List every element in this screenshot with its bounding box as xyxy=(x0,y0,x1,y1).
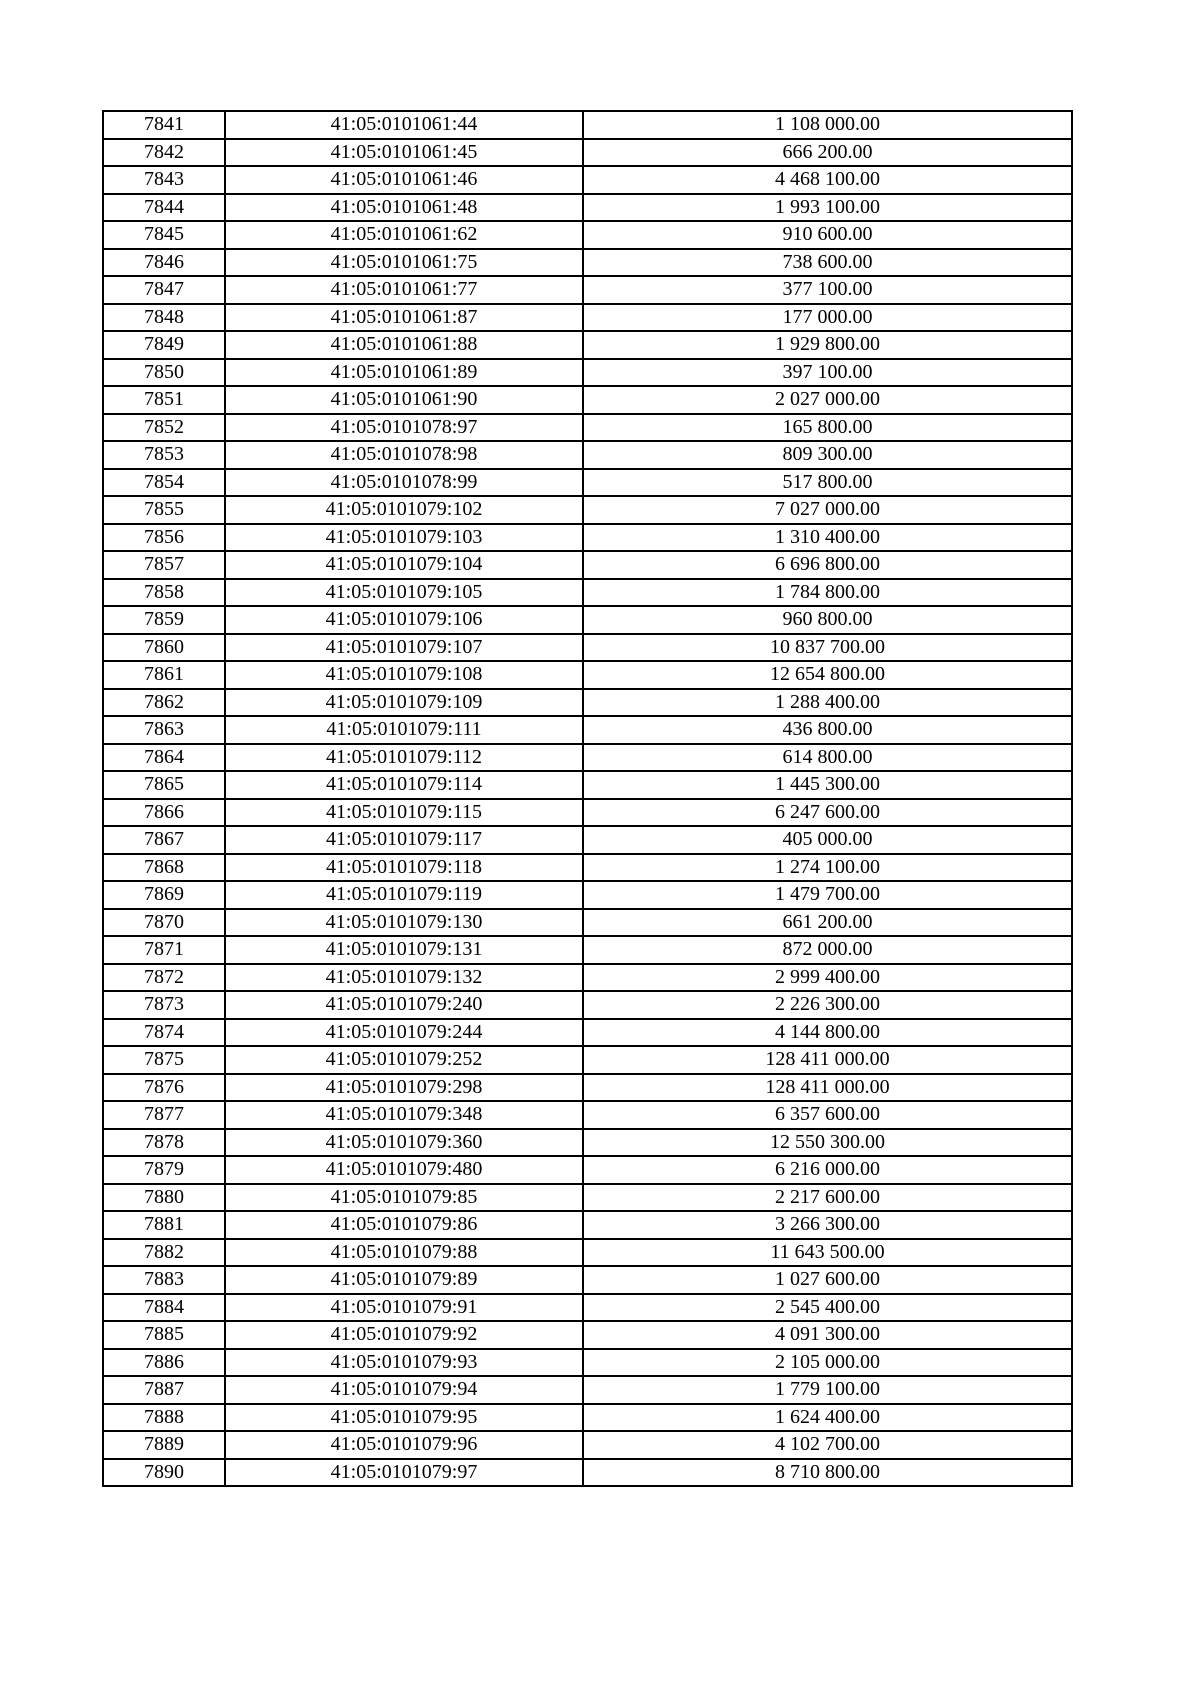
table-row xyxy=(103,661,1072,689)
cadastral-number-cell: 41:05:0101079:94 xyxy=(225,1376,583,1404)
table-row xyxy=(103,799,1072,827)
row-number-cell: 7851 xyxy=(103,386,225,414)
row-number-cell: 7875 xyxy=(103,1046,225,1074)
cadastral-number-cell: 41:05:0101079:119 xyxy=(225,881,583,909)
cadastral-value-cell: 165 800.00 xyxy=(583,414,1072,442)
table-row xyxy=(103,881,1072,909)
cadastral-number-cell: 41:05:0101079:111 xyxy=(225,716,583,744)
row-number-cell: 7866 xyxy=(103,799,225,827)
table-row xyxy=(103,111,1072,139)
table-row xyxy=(103,1349,1072,1377)
cadastral-value-cell: 12 654 800.00 xyxy=(583,661,1072,689)
cadastral-value-cell: 7 027 000.00 xyxy=(583,496,1072,524)
cadastral-value-cell: 661 200.00 xyxy=(583,909,1072,937)
row-number-cell: 7854 xyxy=(103,469,225,497)
row-number-cell: 7861 xyxy=(103,661,225,689)
row-number-cell: 7870 xyxy=(103,909,225,937)
cadastral-value-cell: 1 310 400.00 xyxy=(583,524,1072,552)
row-number-cell: 7889 xyxy=(103,1431,225,1459)
cadastral-number-cell: 41:05:0101079:117 xyxy=(225,826,583,854)
table-row xyxy=(103,1376,1072,1404)
cadastral-value-cell: 1 108 000.00 xyxy=(583,111,1072,139)
cadastral-number-cell: 41:05:0101061:46 xyxy=(225,166,583,194)
cadastral-number-cell: 41:05:0101079:103 xyxy=(225,524,583,552)
cadastral-number-cell: 41:05:0101079:106 xyxy=(225,606,583,634)
cadastral-number-cell: 41:05:0101061:89 xyxy=(225,359,583,387)
table-row xyxy=(103,579,1072,607)
cadastral-value-cell: 128 411 000.00 xyxy=(583,1074,1072,1102)
table-row xyxy=(103,304,1072,332)
cadastral-number-cell: 41:05:0101061:48 xyxy=(225,194,583,222)
row-number-cell: 7860 xyxy=(103,634,225,662)
row-number-cell: 7881 xyxy=(103,1211,225,1239)
cadastral-number-cell: 41:05:0101079:240 xyxy=(225,991,583,1019)
cadastral-number-cell: 41:05:0101061:77 xyxy=(225,276,583,304)
row-number-cell: 7856 xyxy=(103,524,225,552)
cadastral-number-cell: 41:05:0101079:105 xyxy=(225,579,583,607)
table-row xyxy=(103,469,1072,497)
cadastral-number-cell: 41:05:0101079:131 xyxy=(225,936,583,964)
row-number-cell: 7867 xyxy=(103,826,225,854)
row-number-cell: 7882 xyxy=(103,1239,225,1267)
table-row xyxy=(103,716,1072,744)
table-row xyxy=(103,221,1072,249)
cadastral-number-cell: 41:05:0101079:132 xyxy=(225,964,583,992)
table-row xyxy=(103,936,1072,964)
table-row xyxy=(103,1101,1072,1129)
table-row xyxy=(103,1046,1072,1074)
table-row xyxy=(103,1156,1072,1184)
row-number-cell: 7879 xyxy=(103,1156,225,1184)
cadastral-number-cell: 41:05:0101079:85 xyxy=(225,1184,583,1212)
row-number-cell: 7849 xyxy=(103,331,225,359)
row-number-cell: 7890 xyxy=(103,1459,225,1487)
cadastral-value-cell: 1 288 400.00 xyxy=(583,689,1072,717)
cadastral-value-cell: 1 784 800.00 xyxy=(583,579,1072,607)
cadastral-number-cell: 41:05:0101079:115 xyxy=(225,799,583,827)
row-number-cell: 7878 xyxy=(103,1129,225,1157)
cadastral-value-cell: 2 105 000.00 xyxy=(583,1349,1072,1377)
row-number-cell: 7846 xyxy=(103,249,225,277)
row-number-cell: 7876 xyxy=(103,1074,225,1102)
row-number-cell: 7886 xyxy=(103,1349,225,1377)
row-number-cell: 7845 xyxy=(103,221,225,249)
row-number-cell: 7850 xyxy=(103,359,225,387)
cadastral-value-cell: 2 545 400.00 xyxy=(583,1294,1072,1322)
row-number-cell: 7888 xyxy=(103,1404,225,1432)
table-row xyxy=(103,441,1072,469)
cadastral-number-cell: 41:05:0101079:86 xyxy=(225,1211,583,1239)
cadastral-value-cell: 12 550 300.00 xyxy=(583,1129,1072,1157)
cadastral-value-cell: 436 800.00 xyxy=(583,716,1072,744)
table-row xyxy=(103,854,1072,882)
row-number-cell: 7844 xyxy=(103,194,225,222)
cadastral-number-cell: 41:05:0101079:360 xyxy=(225,1129,583,1157)
cadastral-value-cell: 2 999 400.00 xyxy=(583,964,1072,992)
cadastral-number-cell: 41:05:0101079:114 xyxy=(225,771,583,799)
cadastral-number-cell: 41:05:0101079:104 xyxy=(225,551,583,579)
row-number-cell: 7871 xyxy=(103,936,225,964)
row-number-cell: 7872 xyxy=(103,964,225,992)
cadastral-value-cell: 1 027 600.00 xyxy=(583,1266,1072,1294)
cadastral-number-cell: 41:05:0101079:109 xyxy=(225,689,583,717)
table-row xyxy=(103,1184,1072,1212)
cadastral-value-cell: 6 216 000.00 xyxy=(583,1156,1072,1184)
row-number-cell: 7841 xyxy=(103,111,225,139)
cadastral-number-cell: 41:05:0101061:87 xyxy=(225,304,583,332)
table-row xyxy=(103,964,1072,992)
row-number-cell: 7848 xyxy=(103,304,225,332)
table-row xyxy=(103,744,1072,772)
table-row xyxy=(103,139,1072,167)
cadastral-number-cell: 41:05:0101078:97 xyxy=(225,414,583,442)
cadastral-value-cell: 960 800.00 xyxy=(583,606,1072,634)
cadastral-value-cell: 666 200.00 xyxy=(583,139,1072,167)
cadastral-number-cell: 41:05:0101079:97 xyxy=(225,1459,583,1487)
table-row xyxy=(103,1431,1072,1459)
cadastral-number-cell: 41:05:0101078:99 xyxy=(225,469,583,497)
row-number-cell: 7869 xyxy=(103,881,225,909)
table-row xyxy=(103,1294,1072,1322)
cadastral-value-cell: 1 479 700.00 xyxy=(583,881,1072,909)
cadastral-number-cell: 41:05:0101079:108 xyxy=(225,661,583,689)
cadastral-value-cell: 377 100.00 xyxy=(583,276,1072,304)
cadastral-value-cell: 872 000.00 xyxy=(583,936,1072,964)
row-number-cell: 7880 xyxy=(103,1184,225,1212)
cadastral-number-cell: 41:05:0101079:93 xyxy=(225,1349,583,1377)
cadastral-number-cell: 41:05:0101061:45 xyxy=(225,139,583,167)
row-number-cell: 7858 xyxy=(103,579,225,607)
cadastral-number-cell: 41:05:0101079:89 xyxy=(225,1266,583,1294)
table-body xyxy=(103,111,1072,1486)
cadastral-value-cell: 128 411 000.00 xyxy=(583,1046,1072,1074)
table-row xyxy=(103,1404,1072,1432)
cadastral-value-cell: 614 800.00 xyxy=(583,744,1072,772)
row-number-cell: 7863 xyxy=(103,716,225,744)
table-row xyxy=(103,1074,1072,1102)
table-row xyxy=(103,551,1072,579)
cadastral-value-cell: 397 100.00 xyxy=(583,359,1072,387)
cadastral-value-cell: 809 300.00 xyxy=(583,441,1072,469)
row-number-cell: 7885 xyxy=(103,1321,225,1349)
row-number-cell: 7843 xyxy=(103,166,225,194)
table-row xyxy=(103,331,1072,359)
cadastral-value-cell: 1 445 300.00 xyxy=(583,771,1072,799)
table-row xyxy=(103,276,1072,304)
cadastral-value-cell: 1 993 100.00 xyxy=(583,194,1072,222)
table-row xyxy=(103,771,1072,799)
row-number-cell: 7868 xyxy=(103,854,225,882)
cadastral-value-cell: 517 800.00 xyxy=(583,469,1072,497)
cadastral-number-cell: 41:05:0101079:118 xyxy=(225,854,583,882)
row-number-cell: 7865 xyxy=(103,771,225,799)
table-row xyxy=(103,166,1072,194)
cadastral-value-cell: 1 274 100.00 xyxy=(583,854,1072,882)
row-number-cell: 7877 xyxy=(103,1101,225,1129)
cadastral-value-cell: 6 357 600.00 xyxy=(583,1101,1072,1129)
cadastral-value-cell: 2 217 600.00 xyxy=(583,1184,1072,1212)
cadastral-value-cell: 1 624 400.00 xyxy=(583,1404,1072,1432)
cadastral-value-cell: 11 643 500.00 xyxy=(583,1239,1072,1267)
cadastral-number-cell: 41:05:0101079:107 xyxy=(225,634,583,662)
cadastral-number-cell: 41:05:0101079:348 xyxy=(225,1101,583,1129)
cadastral-number-cell: 41:05:0101079:91 xyxy=(225,1294,583,1322)
table-row xyxy=(103,524,1072,552)
cadastral-number-cell: 41:05:0101078:98 xyxy=(225,441,583,469)
cadastral-value-cell: 1 779 100.00 xyxy=(583,1376,1072,1404)
table-row xyxy=(103,359,1072,387)
cadastral-number-cell: 41:05:0101079:252 xyxy=(225,1046,583,1074)
table-row xyxy=(103,1129,1072,1157)
cadastral-value-cell: 405 000.00 xyxy=(583,826,1072,854)
cadastral-number-cell: 41:05:0101079:95 xyxy=(225,1404,583,1432)
cadastral-number-cell: 41:05:0101079:96 xyxy=(225,1431,583,1459)
cadastral-number-cell: 41:05:0101079:480 xyxy=(225,1156,583,1184)
table-row xyxy=(103,1019,1072,1047)
row-number-cell: 7874 xyxy=(103,1019,225,1047)
row-number-cell: 7853 xyxy=(103,441,225,469)
table-row xyxy=(103,634,1072,662)
row-number-cell: 7855 xyxy=(103,496,225,524)
cadastral-value-cell: 3 266 300.00 xyxy=(583,1211,1072,1239)
row-number-cell: 7859 xyxy=(103,606,225,634)
table-row xyxy=(103,991,1072,1019)
cadastral-number-cell: 41:05:0101061:90 xyxy=(225,386,583,414)
cadastral-value-cell: 8 710 800.00 xyxy=(583,1459,1072,1487)
cadastral-value-cell: 10 837 700.00 xyxy=(583,634,1072,662)
cadastral-number-cell: 41:05:0101079:92 xyxy=(225,1321,583,1349)
row-number-cell: 7887 xyxy=(103,1376,225,1404)
cadastral-value-cell: 6 696 800.00 xyxy=(583,551,1072,579)
cadastral-value-cell: 177 000.00 xyxy=(583,304,1072,332)
table-row xyxy=(103,414,1072,442)
row-number-cell: 7864 xyxy=(103,744,225,772)
cadastral-number-cell: 41:05:0101079:88 xyxy=(225,1239,583,1267)
cadastral-value-cell: 1 929 800.00 xyxy=(583,331,1072,359)
cadastral-value-cell: 4 468 100.00 xyxy=(583,166,1072,194)
table-row xyxy=(103,496,1072,524)
cadastral-number-cell: 41:05:0101079:112 xyxy=(225,744,583,772)
row-number-cell: 7883 xyxy=(103,1266,225,1294)
table-row xyxy=(103,194,1072,222)
cadastral-value-cell: 738 600.00 xyxy=(583,249,1072,277)
table-row xyxy=(103,909,1072,937)
cadastral-value-cell: 4 144 800.00 xyxy=(583,1019,1072,1047)
cadastral-value-cell: 4 091 300.00 xyxy=(583,1321,1072,1349)
table-row xyxy=(103,1266,1072,1294)
cadastral-value-cell: 910 600.00 xyxy=(583,221,1072,249)
row-number-cell: 7857 xyxy=(103,551,225,579)
cadastral-value-cell: 4 102 700.00 xyxy=(583,1431,1072,1459)
cadastral-number-cell: 41:05:0101079:298 xyxy=(225,1074,583,1102)
table-row xyxy=(103,1459,1072,1487)
table-row xyxy=(103,689,1072,717)
table-row xyxy=(103,606,1072,634)
cadastral-value-cell: 2 027 000.00 xyxy=(583,386,1072,414)
cadastral-number-cell: 41:05:0101061:44 xyxy=(225,111,583,139)
cadastral-number-cell: 41:05:0101061:62 xyxy=(225,221,583,249)
cadastral-number-cell: 41:05:0101061:88 xyxy=(225,331,583,359)
cadastral-number-cell: 41:05:0101079:102 xyxy=(225,496,583,524)
row-number-cell: 7842 xyxy=(103,139,225,167)
cadastral-number-cell: 41:05:0101079:130 xyxy=(225,909,583,937)
cadastral-value-cell: 6 247 600.00 xyxy=(583,799,1072,827)
cadastral-number-cell: 41:05:0101061:75 xyxy=(225,249,583,277)
row-number-cell: 7862 xyxy=(103,689,225,717)
table-row xyxy=(103,1211,1072,1239)
row-number-cell: 7873 xyxy=(103,991,225,1019)
table-row xyxy=(103,249,1072,277)
row-number-cell: 7852 xyxy=(103,414,225,442)
table-row xyxy=(103,826,1072,854)
table-row xyxy=(103,1321,1072,1349)
table-row xyxy=(103,1239,1072,1267)
table-row xyxy=(103,386,1072,414)
cadastral-number-cell: 41:05:0101079:244 xyxy=(225,1019,583,1047)
cadastral-value-cell: 2 226 300.00 xyxy=(583,991,1072,1019)
row-number-cell: 7884 xyxy=(103,1294,225,1322)
row-number-cell: 7847 xyxy=(103,276,225,304)
cadastral-value-table xyxy=(102,110,1073,1487)
